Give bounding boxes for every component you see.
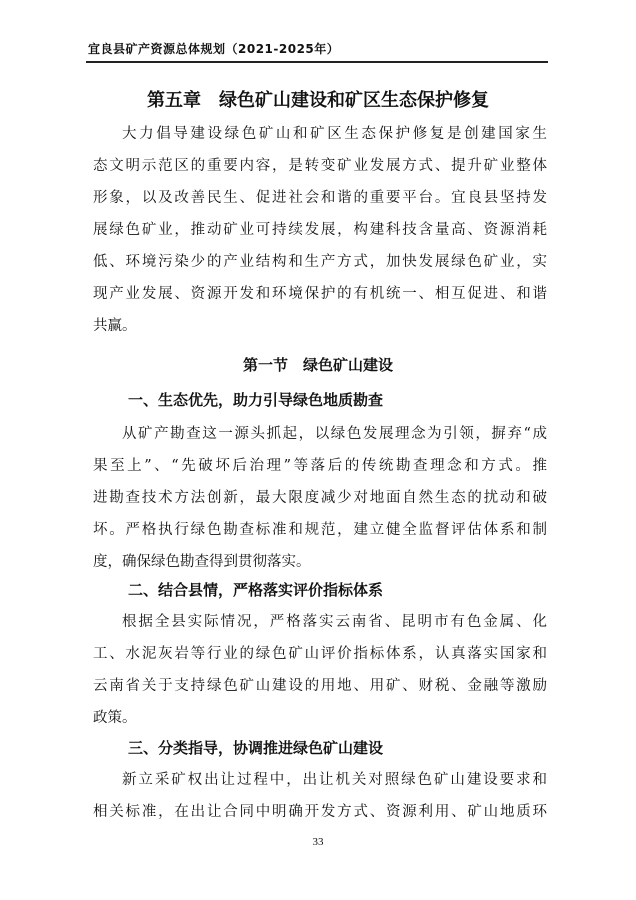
intro-line: 低、环境污染少的产业结构和生产方式，加快发展绿色矿业，实 (93, 254, 547, 270)
paragraph-line: 新立采矿权出让过程中，出让机关对照绿色矿山建设要求和 (122, 772, 547, 788)
subsection-heading-1: 一、生态优先，助力引导绿色地质勘查 (128, 391, 384, 409)
header-rule (86, 61, 548, 63)
paragraph-line: 果至上”、“先破坏后治理”等落后的传统勘查理念和方式。推 (93, 458, 547, 474)
subsection-heading-3: 三、分类指导，协调推进绿色矿山建设 (128, 739, 384, 757)
chapter-title: 第五章 绿色矿山建设和矿区生态保护修复 (147, 90, 489, 111)
subsection-paragraph-3 (93, 764, 547, 828)
intro-line: 共赢。 (93, 318, 137, 334)
paragraph-line: 政策。 (93, 710, 137, 726)
subsection-paragraph-1 (93, 418, 547, 578)
paragraph-line: 进勘查技术方法创新，最大限度减少对地面自然生态的扰动和破 (93, 490, 547, 506)
intro-line: 形象，以及改善民生、促进社会和谐的重要平台。宜良县坚持发 (93, 190, 547, 206)
intro-line: 态文明示范区的重要内容，是转变矿业发展方式、提升矿业整体 (93, 158, 547, 174)
intro-line: 展绿色矿业，推动矿业可持续发展，构建科技含量高、资源消耗 (93, 222, 547, 238)
paragraph-line: 相关标准，在出让合同中明确开发方式、资源利用、矿山地质环 (93, 804, 547, 820)
subsection-heading-2: 二、结合县情，严格落实评价指标体系 (128, 581, 384, 599)
subsection-paragraph-2 (93, 606, 547, 734)
paragraph-line: 云南省关于支持绿色矿山建设的用地、用矿、财税、金融等激励 (93, 678, 547, 694)
paragraph-line: 工、水泥灰岩等行业的绿色矿山评价指标体系，认真落实国家和 (93, 646, 547, 662)
paragraph-line: 坏。严格执行绿色勘查标准和规范，建立健全监督评估体系和制 (93, 522, 547, 538)
section-title: 第一节 绿色矿山建设 (242, 356, 393, 374)
intro-paragraph (93, 118, 547, 342)
paragraph-line: 从矿产勘查这一源头抓起，以绿色发展理念为引领，摒弃“成 (122, 426, 547, 442)
intro-line: 现产业发展、资源开发和环境保护的有机统一、相互促进、和谐 (93, 286, 547, 302)
running-header: 宜良县矿产资源总体规划（2021-2025年） (88, 42, 340, 56)
paragraph-line: 根据全县实际情况，严格落实云南省、昆明市有色金属、化 (122, 614, 547, 630)
paragraph-line: 度，确保绿色勘查得到贯彻落实。 (93, 554, 311, 570)
intro-line: 大力倡导建设绿色矿山和矿区生态保护修复是创建国家生 (122, 126, 547, 142)
page-number: 33 (312, 836, 324, 848)
